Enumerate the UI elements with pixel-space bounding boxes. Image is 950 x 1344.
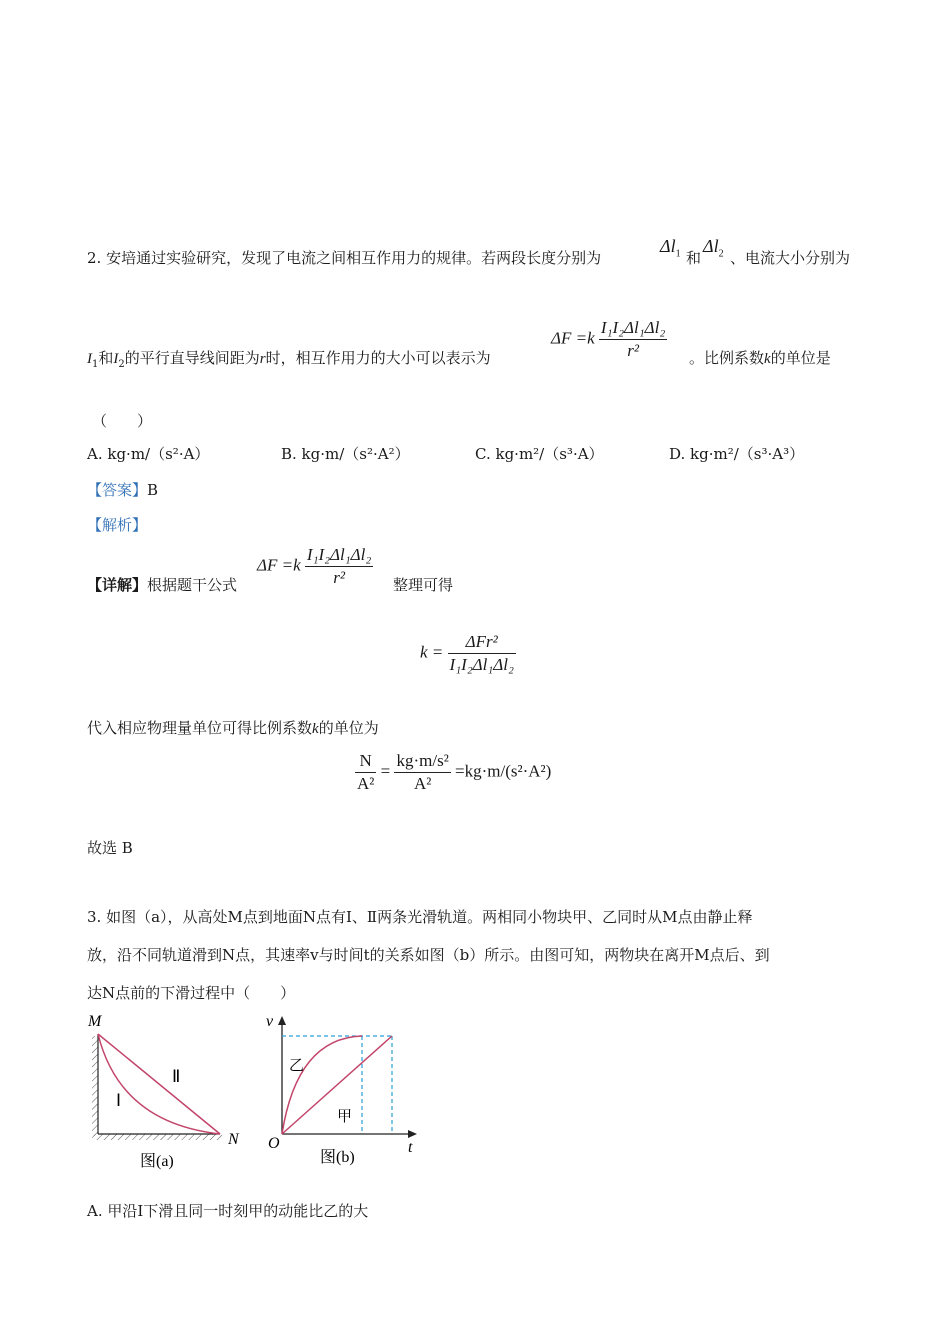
analysis-label: 【解析】 (87, 516, 148, 534)
q2-line2: $I_1$和$I_2$的平行直导线间距为r时，相互作用力的大小可以表示为 (87, 349, 491, 370)
q3-line1: 3. 如图（a），从高处M点到地面N点有Ⅰ、Ⅱ两条光滑轨道。两相同小物块甲、乙同时从M点由静止释 (87, 908, 753, 926)
label-jia: 甲 (337, 1107, 353, 1125)
track-ii (98, 1034, 220, 1134)
q2-line2-tail: 。比例系数k的单位是 (689, 349, 831, 367)
answer-paren: （ ） (92, 412, 153, 430)
conclusion: 故选 B (87, 839, 133, 857)
wall-hatch (92, 1036, 98, 1136)
option-b[interactable]: B. kg·m/（s²·A²） (281, 445, 410, 463)
caption-a: 图(a) (140, 1153, 174, 1170)
label-o: O (268, 1135, 280, 1152)
label-yi: 乙 (289, 1056, 305, 1074)
detail-line: 【详解】根据题干公式 (87, 576, 238, 594)
option-c[interactable]: C. kg·m²/（s³·A） (475, 445, 604, 463)
ground-hatch (92, 1134, 222, 1140)
option-a[interactable]: A. kg·m/（s²·A） (87, 445, 210, 463)
label-track-i: Ⅰ (116, 1091, 122, 1110)
figure-a (80, 1008, 250, 1173)
answer-line (87, 479, 158, 500)
label-t: t (408, 1139, 413, 1156)
detail-formula: ΔF =k $\frac{\text{I₁I₂Δl₁Δl₂}}{\text{r²}}$ (257, 545, 372, 587)
v-axis-arrow (278, 1016, 286, 1025)
q3-option-a[interactable]: A. 甲沿Ⅰ下滑且同一时刻甲的动能比乙的大 (87, 1202, 369, 1220)
label-track-ii: Ⅱ (172, 1067, 181, 1086)
answer-value: B (147, 481, 159, 499)
unit-line: 代入相应物理量单位可得比例系数k的单位为 (87, 719, 379, 737)
unit-formula: $\frac{N}{\text{A²}}$ = $\frac{\text{kg·m/s²}}{\text{A²}}$ =kg·m/(s²·A²) (357, 751, 552, 793)
label-v: v (266, 1013, 274, 1030)
dl2-symbol: $\Delta l_2$ (703, 236, 724, 260)
answer-label: 【答案】 (87, 481, 148, 499)
k-formula: k = $\frac{\text{ΔFr²}}{\text{I₁I₂Δl₁Δl₂}}$ (420, 632, 514, 674)
detail-after: 整理可得 (393, 576, 454, 594)
and-text-1: 和 (686, 249, 702, 267)
ampere-formula-fraction: $\frac{\text{I₁I₂Δl₁Δl₂}}{\text{r²}}$ (600, 318, 666, 360)
figure-b (262, 1008, 432, 1173)
ampere-formula: ΔF =k $\frac{\text{I₁I₂Δl₁Δl₂}}{\text{r²}}$ (551, 318, 666, 360)
label-n: N (228, 1131, 239, 1148)
dl1-symbol: $\Delta l_1$ (660, 236, 681, 260)
detail-label: 【详解】 (87, 576, 148, 594)
option-d[interactable]: D. kg·m²/（s³·A³） (669, 445, 805, 463)
t-axis-arrow (408, 1130, 417, 1138)
q2-line1 (87, 247, 601, 268)
label-m: M (88, 1013, 102, 1030)
q3-line2: 放，沿不同轨道滑到N点，其速率v与时间t的关系如图（b）所示。由图可知，两物块在离开M点后、到 (87, 946, 770, 964)
q2-line1-text-b: 、电流大小分别为 (730, 249, 851, 267)
q3-line3: 达N点前的下滑过程中（ ） (87, 984, 296, 1002)
caption-b: 图(b) (320, 1149, 355, 1166)
q2-line1-text-a: 2. 安培通过实验研究，发现了电流之间相互作用力的规律。若两段长度分别为 (87, 249, 602, 267)
